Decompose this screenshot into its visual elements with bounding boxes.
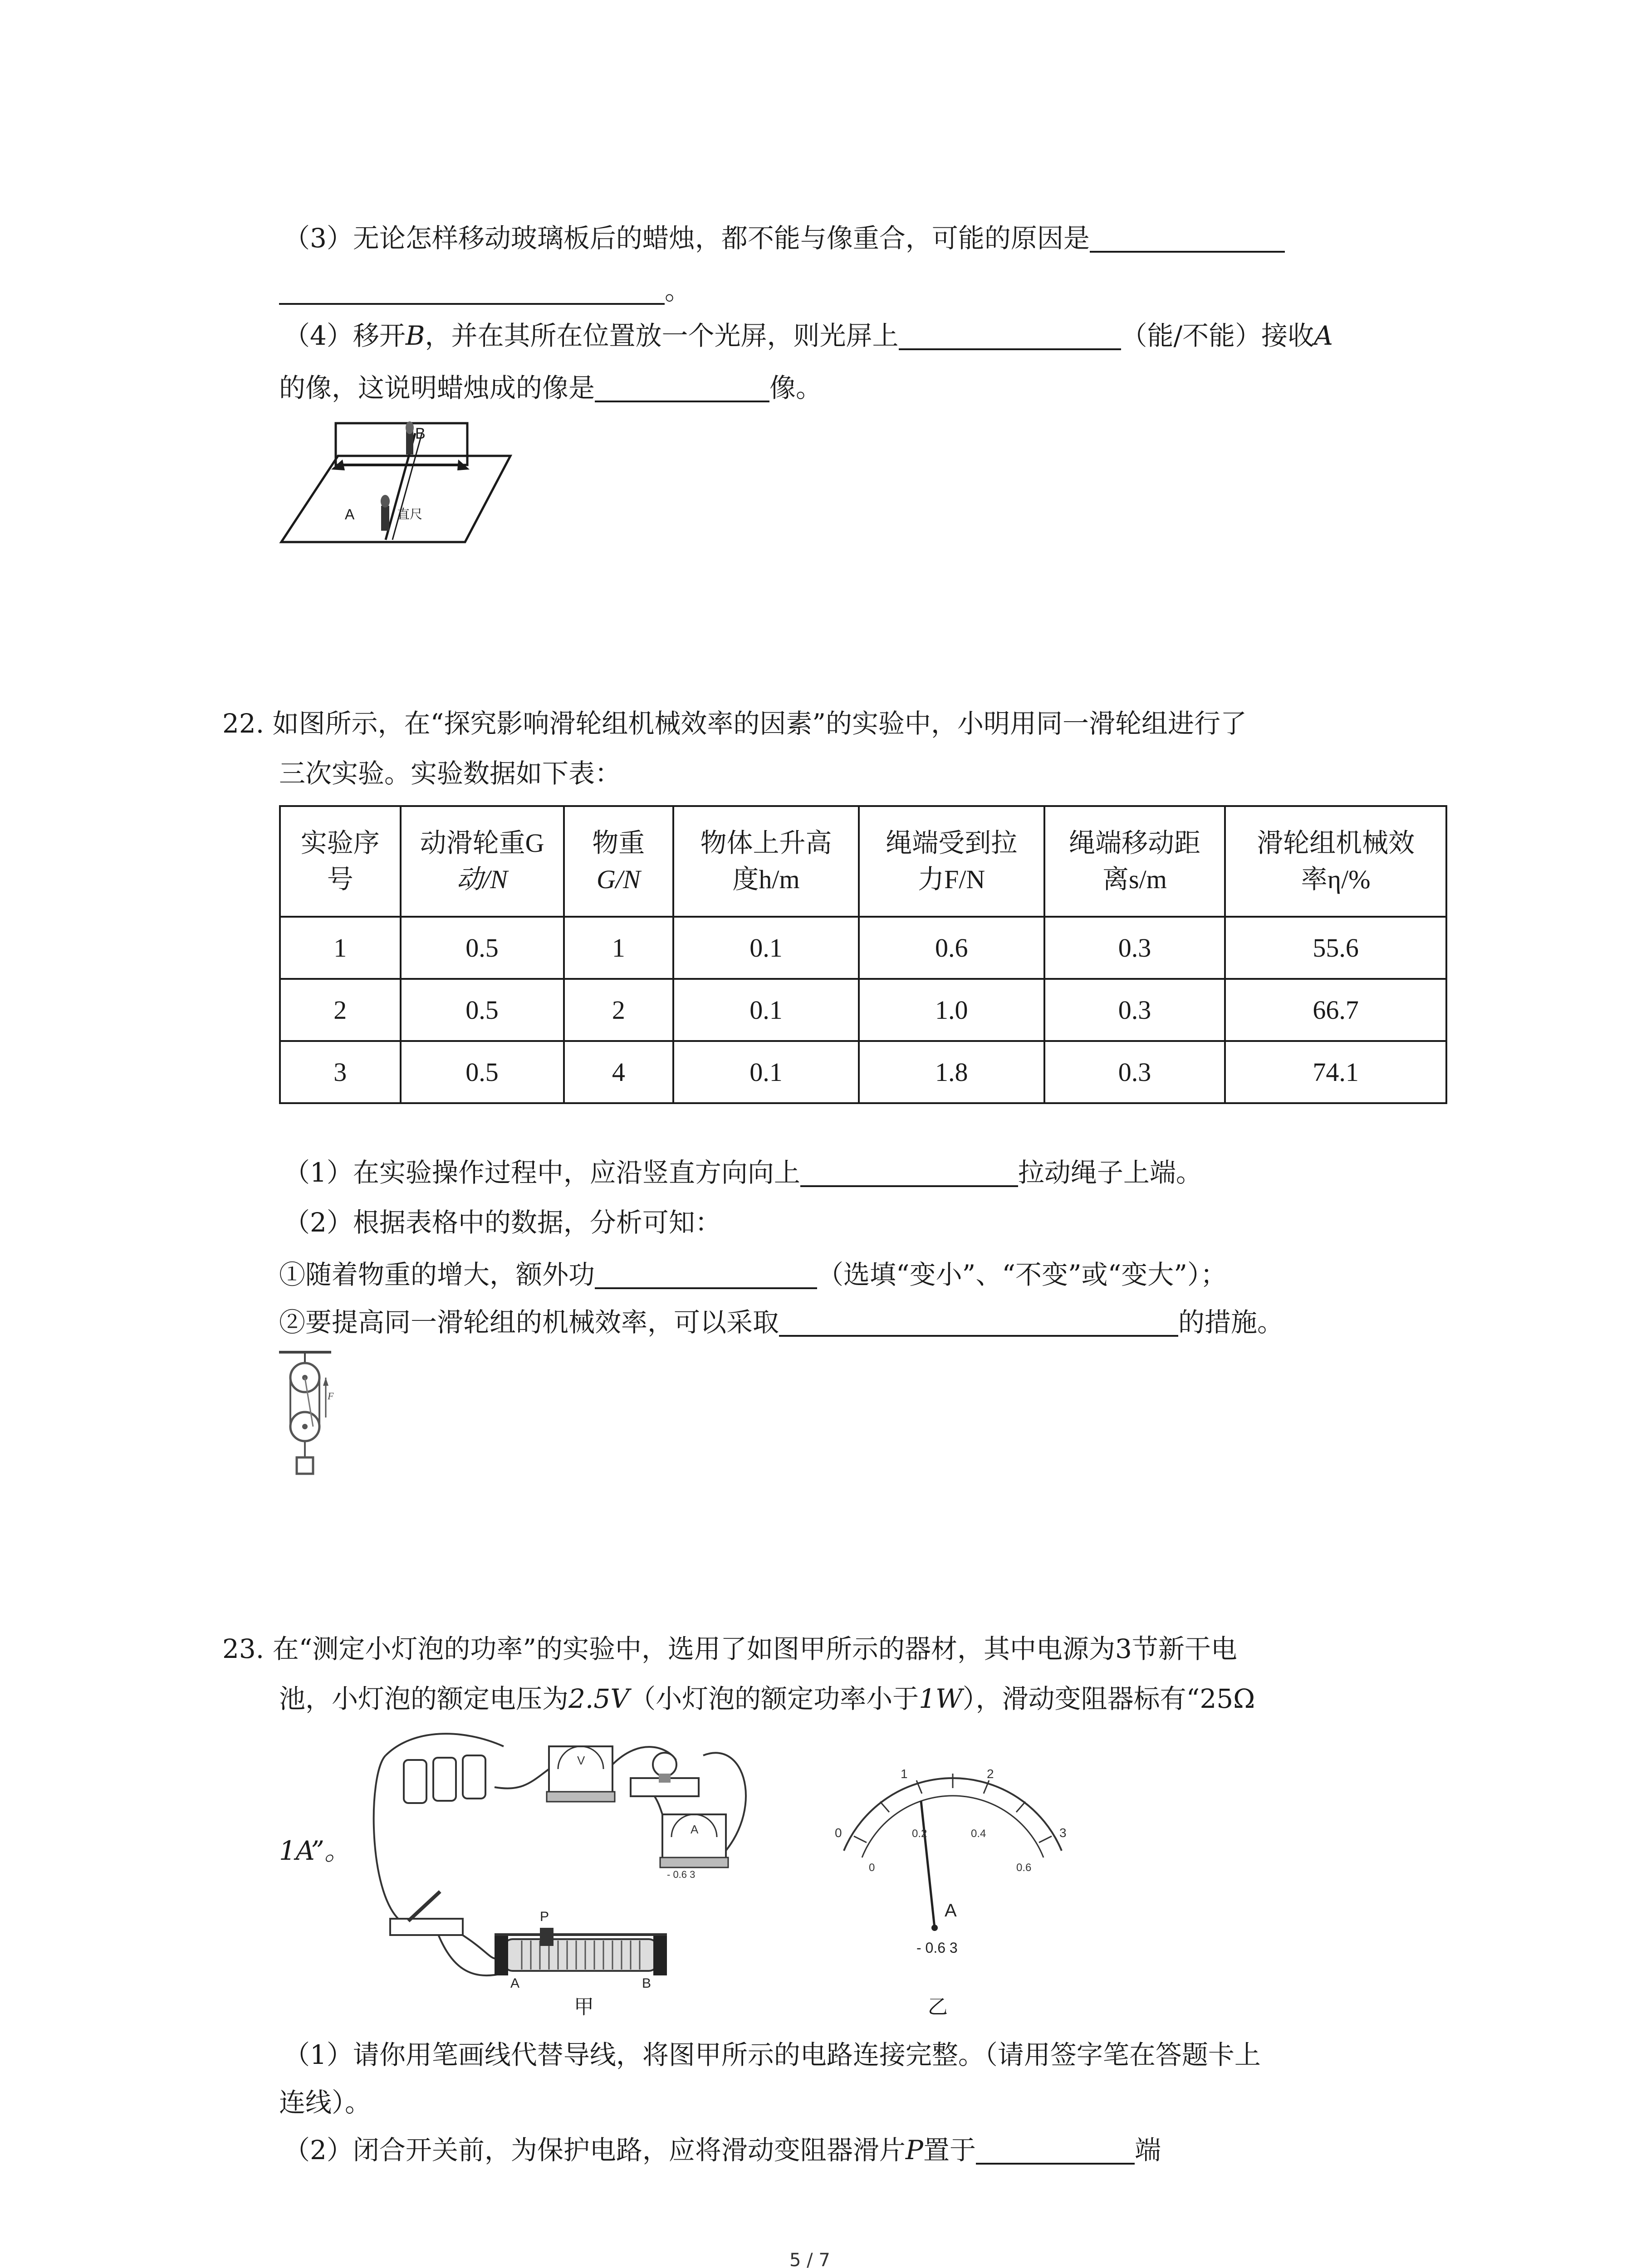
q21-item3-line2: 。 — [279, 272, 691, 308]
terminal-b-label: B — [642, 1976, 652, 1991]
figure-yi-caption: 乙 — [928, 1995, 948, 2019]
q22-item1: （1）在实验操作过程中，应沿竖直方向向上 拉动绳子上端。 — [284, 1157, 1202, 1188]
q22-item2: （2）根据表格中的数据，分析可知： — [284, 1207, 721, 1238]
inner-tick-3: 0.6 — [1016, 1862, 1032, 1874]
table-header-cell: 物重 G/N — [564, 806, 674, 917]
answer-blank[interactable] — [779, 1307, 1178, 1337]
table-row: 1 0.5 1 0.1 0.6 0.3 55.6 — [280, 917, 1446, 979]
ammeter-label: A — [691, 1823, 699, 1836]
label-b: B — [415, 425, 426, 442]
answer-blank[interactable] — [595, 372, 769, 402]
q21-item3-line1: （3）无论怎样移动玻璃板后的蜡烛，都不能与像重合，可能的原因是 — [284, 220, 1285, 256]
pulley-figure — [277, 1349, 340, 1486]
table-row: 3 0.5 4 0.1 1.8 0.3 74.1 — [280, 1041, 1446, 1103]
outer-tick-3: 3 — [1059, 1826, 1067, 1840]
ammeter-terminals: - 0.6 3 — [667, 1869, 696, 1880]
table-header-cell: 实验序 号 — [280, 806, 401, 917]
table-header-cell: 滑轮组机械效 率η/% — [1225, 806, 1446, 917]
label-a: A — [345, 506, 355, 523]
slider-p-label: P — [540, 1909, 549, 1924]
answer-blank[interactable] — [595, 1259, 817, 1289]
label-ruler: 直尺 — [397, 507, 423, 522]
answer-blank[interactable] — [899, 320, 1121, 350]
mirror-experiment-figure — [277, 415, 531, 551]
pulley-data-table — [279, 805, 1447, 1104]
inner-tick-0: 0 — [869, 1862, 875, 1874]
answer-blank[interactable] — [279, 275, 665, 305]
outer-tick-1: 1 — [901, 1767, 908, 1781]
ammeter-dial-figure — [826, 1760, 1080, 1969]
inner-tick-2: 0.4 — [971, 1828, 986, 1840]
label-f: F — [328, 1390, 334, 1402]
voltmeter-label: V — [577, 1754, 585, 1767]
q23-item2: （2）闭合开关前，为保护电路，应将滑动变阻器滑片P置于 端 — [284, 2135, 1161, 2165]
q21-item4-line2: 的像，这说明蜡烛成的像是 像。 — [279, 372, 823, 403]
circuit-apparatus-figure — [358, 1728, 830, 1991]
outer-tick-0: 0 — [835, 1826, 842, 1840]
q23-stem-line3: 1A”。 — [279, 1835, 351, 1866]
terminal-a-label: A — [510, 1976, 520, 1991]
q22-sub2: ②要提高同一滑轮组的机械效率，可以采取 的措施。 — [279, 1307, 1284, 1338]
page-number: 5 / 7 — [789, 2250, 830, 2268]
table-header-row — [280, 806, 1446, 917]
dial-unit: A — [945, 1901, 957, 1921]
q23-item1-line2: 连线）。 — [279, 2087, 372, 2118]
inner-tick-1: 0.2 — [912, 1828, 927, 1840]
answer-blank[interactable] — [976, 2135, 1135, 2165]
q22-stem-line1: 22. 如图所示，在“探究影响滑轮组机械效率的因素”的实验中，小明用同一滑轮组进行了 — [222, 708, 1247, 739]
q21-item4-line1: （4）移开B，并在其所在位置放一个光屏，则光屏上 （能/不能）接收A — [284, 320, 1333, 351]
q23-stem-line1: 23. 在“测定小灯泡的功率”的实验中，选用了如图甲所示的器材，其中电源为3节新干电 — [222, 1633, 1237, 1664]
answer-blank[interactable] — [1090, 223, 1285, 253]
table-row: 2 0.5 2 0.1 1.0 0.3 66.7 — [280, 979, 1446, 1041]
table-header-cell: 物体上升高 度h/m — [673, 806, 859, 917]
answer-blank[interactable] — [800, 1157, 1018, 1187]
table-header-cell: 绳端受到拉 力F/N — [859, 806, 1044, 917]
table-header-cell: 动滑轮重G 动/N — [401, 806, 564, 917]
dial-terminals: - 0.6 3 — [916, 1940, 958, 1956]
q23-stem-line2: 池，小灯泡的额定电压为2.5V（小灯泡的额定功率小于1W），滑动变阻器标有“25Ω — [279, 1683, 1255, 1714]
outer-tick-2: 2 — [987, 1767, 994, 1781]
q22-stem-line2: 三次实验。实验数据如下表： — [279, 758, 622, 789]
table-header-cell: 绳端移动距 离s/m — [1044, 806, 1225, 917]
q22-sub1: ①随着物重的增大，额外功 （选填“变小”、“不变”或“变大”）； — [279, 1259, 1227, 1290]
figure-jia-caption: 甲 — [574, 1995, 594, 2019]
q23-item1-line1: （1）请你用笔画线代替导线，将图甲所示的电路连接完整。（请用签字笔在答题卡上 — [284, 2039, 1261, 2070]
